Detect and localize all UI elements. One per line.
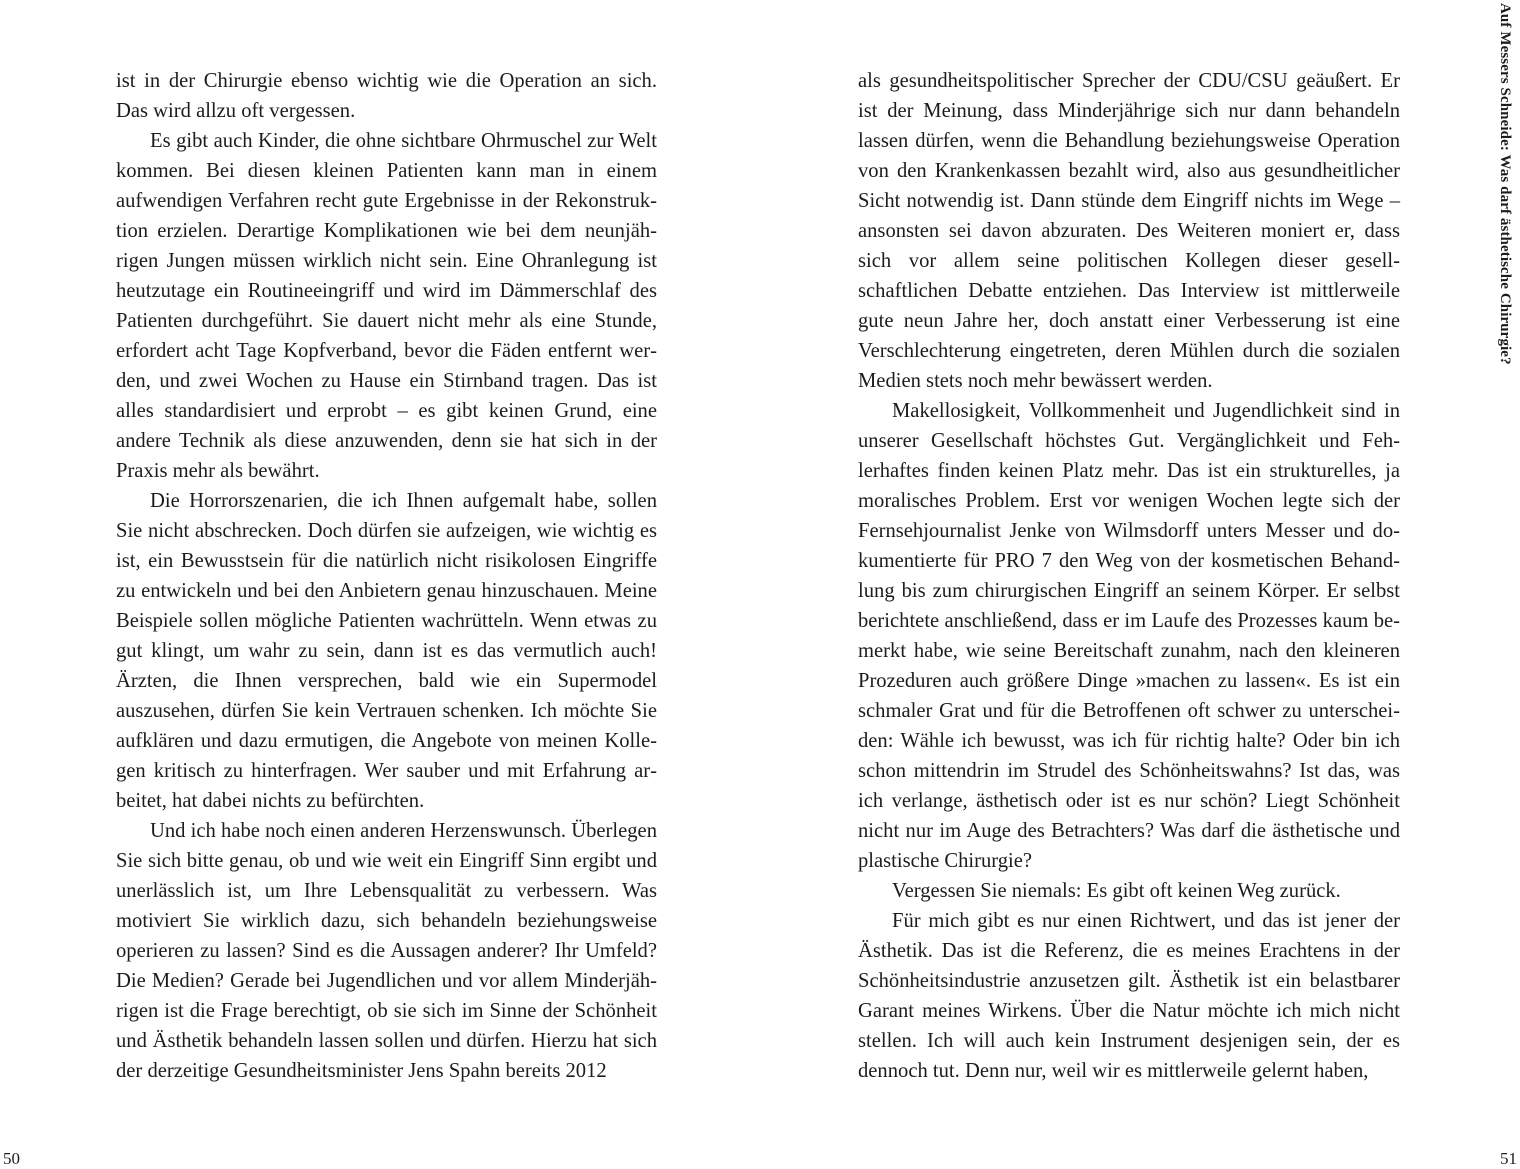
paragraph: Es gibt auch Kinder, die ohne sichtbare Ohrmuschel zur Welt kommen. Bei diesen kleinen Patienten kann man in einem aufwendigen Verfahren recht gute Ergebnisse in der Rekonstruktion erzielen. Derartige Komplikationen wie bei dem neunjährigen Jungen müssen wirklich nicht sein. Eine Ohranlegung ist heutzutage ein Routineeingriff und wird im Dämmerschlaf des Patienten durchgeführt. Sie dauert nicht mehr als eine Stunde, erfordert acht Tage Kopfverband, bevor die Fäden entfernt werden, und zwei Wochen zu Hause ein Stirnband tragen. Das ist alles standardisiert und erprobt – es gibt keinen Grund, eine andere Technik als diese anzuwenden, denn sie hat sich in der Praxis mehr als bewährt. [116, 130, 657, 482]
left-body-text [116, 66, 657, 1086]
paragraph: ist in der Chirurgie ebenso wichtig wie die Operation an sich. Das wird allzu oft vergessen. [116, 70, 657, 122]
paragraph: Und ich habe noch einen anderen Herzenswunsch. Überlegen Sie sich bitte genau, ob und wie weit ein Eingriff Sinn ergibt und unerlässlich ist, um Ihre Lebensqualität zu verbessern. Was motiviert Sie wirklich dazu, sich behandeln beziehungsweise operieren zu lassen? Sind es die Aussagen anderer? Ihr Umfeld? Die Medien? Gerade bei Jugendlichen und vor allem Minderjährigen ist die Frage berechtigt, ob sie sich im Sinne der Schönheit und Ästhetik behandeln lassen sollen und dürfen. Hierzu hat sich der derzeitige Gesundheitsminister Jens Spahn bereits 2012 [116, 820, 657, 1082]
right-body-text [858, 66, 1400, 1086]
right-page [760, 0, 1520, 1168]
page-number-left: 50 [3, 1149, 20, 1168]
paragraph: Die Horrorszenarien, die ich Ihnen aufgemalt habe, sollen Sie nicht abschrecken. Doch dürfen sie aufzeigen, wie wichtig es ist, ein Bewusstsein für die natürlich nicht risikolosen Eingriffe zu entwickeln und bei den Anbietern genau hinzuschauen. Meine Beispiele sollen mögliche Patienten wachrütteln. Wenn etwas zu gut klingt, um wahr zu sein, dann ist es das vermutlich auch! Ärzten, die Ihnen versprechen, bald wie ein Supermodel auszusehen, dürfen Sie kein Vertrauen schenken. Ich möchte Sie aufklären und dazu ermutigen, die Angebote von meinen Kollegen kritisch zu hinterfragen. Wer sauber und mit Erfahrung arbeitet, hat dabei nichts zu befürchten. [116, 490, 657, 812]
left-page [0, 0, 760, 1168]
paragraph: als gesundheitspolitischer Sprecher der CDU/CSU geäußert. Er ist der Meinung, dass Minderjährige sich nur dann behandeln lassen dürfen, wenn die Behandlung beziehungsweise Operation von den Krankenkassen bezahlt wird, also aus gesundheitlicher Sicht notwendig ist. Dann stünde dem Eingriff nichts im Wege – ansonsten sei davon abzuraten. Des Weiteren moniert er, dass sich vor allem seine politischen Kollegen dieser gesellschaftlichen Debatte entziehen. Das Interview ist mittlerweile gute neun Jahre her, doch anstatt einer Verbesserung ist eine Verschlechterung eingetreten, deren Mühlen durch die sozialen Medien stets noch mehr bewässert werden. [858, 70, 1400, 392]
page-number-right: 51 [1500, 1149, 1517, 1168]
paragraph: Für mich gibt es nur einen Richtwert, und das ist jener der Ästhetik. Das ist die Referenz, die es meines Erachtens in der Schönheitsindustrie anzusetzen gilt. Ästhetik ist ein belastbarer Garant meines Wirkens. Über die Natur möchte ich mich nicht stellen. Ich will auch kein Instrument desjenigen sein, der es dennoch tut. Denn nur, weil wir es mittlerweile gelernt haben, [858, 910, 1400, 1082]
paragraph: Vergessen Sie niemals: Es gibt oft keinen Weg zurück. [892, 880, 1341, 902]
running-head: Auf Messers Schneide: Was darf ästhetische Chirurgie? [1497, 3, 1513, 365]
paragraph: Makellosigkeit, Vollkommenheit und Jugendlichkeit sind in unserer Gesellschaft höchstes Gut. Vergänglichkeit und Fehlerhaftes finden keinen Platz mehr. Das ist ein strukturelles, ja moralisches Problem. Erst vor wenigen Wochen legte sich der Fernsehjournalist Jenke von Wilmsdorff unters Messer und dokumentierte für PRO 7 den Weg von der kosmetischen Behandlung bis zum chirurgischen Eingriff an seinem Körper. Er selbst berichtete anschließend, dass er im Laufe des Prozesses kaum bemerkt habe, wie seine Bereitschaft zunahm, nach den kleineren Prozeduren auch größere Dinge »machen zu lassen«. Es ist ein schmaler Grat und für die Betroffenen oft schwer zu unterscheiden: Wähle ich bewusst, was ich für richtig halte? Oder bin ich schon mittendrin im Strudel des Schönheitswahns? Ist das, was ich verlange, ästhetisch oder ist es nur schön? Liegt Schönheit nicht nur im Auge des Betrachters? Was darf die ästhetische und plastische Chirurgie? [858, 400, 1400, 872]
